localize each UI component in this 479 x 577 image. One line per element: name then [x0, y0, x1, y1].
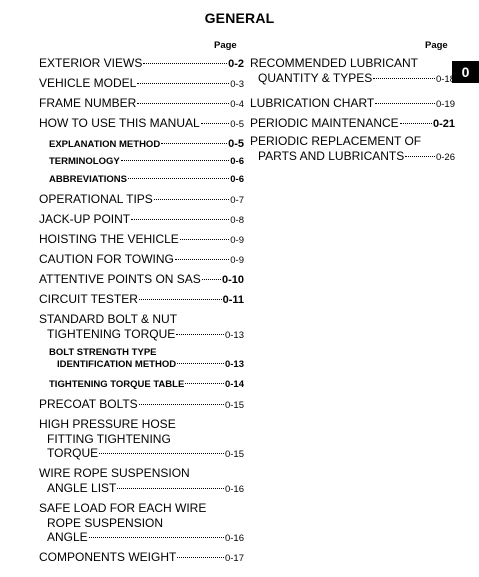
- toc-entry[interactable]: [250, 134, 455, 165]
- toc-page-number: 0-15: [224, 400, 244, 411]
- toc-page-number: 0-7: [230, 195, 244, 206]
- toc-entry-label: JACK-UP POINT: [39, 212, 131, 226]
- dot-leader: [99, 453, 224, 454]
- toc-entry[interactable]: [39, 232, 244, 249]
- toc-entry-label: STANDARD BOLT & NUT: [39, 312, 178, 326]
- toc-entry[interactable]: [49, 138, 244, 151]
- toc-entry[interactable]: [39, 397, 244, 414]
- toc-page-number: 0-2: [228, 58, 244, 70]
- toc-entry-label: TORQUE: [47, 446, 99, 460]
- section-tab: 0: [452, 61, 479, 83]
- toc-entry-label: OPERATIONAL TIPS: [39, 192, 153, 206]
- toc-entry[interactable]: [39, 417, 244, 463]
- toc-page-number: 0-19: [435, 99, 455, 110]
- toc-entry-label: PERIODIC MAINTENANCE: [250, 116, 399, 130]
- toc-page-number: 0-11: [222, 294, 244, 306]
- toc-entry[interactable]: [39, 116, 244, 133]
- toc-entry-label: COMPONENTS WEIGHT: [39, 550, 177, 564]
- toc-entry-label: LUBRICATION CHART: [250, 96, 375, 110]
- toc-page-number: 0-18: [435, 73, 455, 85]
- toc-page-number: 0-5: [228, 138, 244, 150]
- dot-leader: [131, 219, 229, 220]
- toc-entry-label: CAUTION FOR TOWING: [39, 252, 174, 266]
- toc-entry[interactable]: [39, 252, 244, 269]
- toc-entry[interactable]: [39, 550, 244, 567]
- dot-leader: [177, 557, 224, 558]
- toc-entry-label: BOLT STRENGTH TYPE: [49, 347, 157, 358]
- toc-entry-label: TERMINOLOGY: [49, 156, 120, 167]
- toc-entry[interactable]: [49, 156, 244, 168]
- dot-leader: [117, 488, 224, 489]
- toc-page-number: 0-9: [230, 255, 244, 266]
- toc-page-number: 0-26: [435, 151, 455, 163]
- toc-page-number: 0-8: [230, 215, 244, 226]
- toc-entry[interactable]: [39, 466, 244, 497]
- toc-page-number: 0-3: [230, 79, 244, 90]
- dot-leader: [121, 160, 230, 161]
- toc-entry-label: TIGHTENING TORQUE TABLE: [49, 379, 185, 390]
- toc-entry-label: HIGH PRESSURE HOSE: [39, 417, 176, 431]
- dot-leader: [185, 383, 224, 384]
- toc-entry[interactable]: [39, 192, 244, 209]
- toc-page-number: 0-13: [224, 329, 244, 341]
- dot-leader: [128, 178, 229, 179]
- dot-leader: [202, 279, 221, 280]
- toc-entry[interactable]: [39, 76, 244, 93]
- dot-leader: [161, 143, 227, 144]
- dot-leader: [175, 259, 229, 260]
- dot-leader: [375, 103, 435, 104]
- dot-leader: [177, 363, 224, 364]
- toc-page-number: 0-13: [224, 359, 244, 370]
- toc-entry[interactable]: [49, 379, 244, 391]
- toc-entry-label: RECOMMENDED LUBRICANT: [250, 56, 419, 70]
- toc-entry[interactable]: [39, 56, 244, 72]
- toc-entry-label: PERIODIC REPLACEMENT OF: [250, 134, 422, 148]
- toc-entry-label: FITTING TIGHTENING: [47, 431, 171, 446]
- toc-entry[interactable]: [39, 96, 244, 113]
- toc-entry-label: TIGHTENING TORQUE: [47, 326, 176, 341]
- page-column-header-right: Page: [425, 40, 448, 51]
- dot-leader: [400, 123, 432, 124]
- toc-entry-label: HOW TO USE THIS MANUAL: [39, 116, 200, 130]
- dot-leader: [139, 299, 222, 300]
- toc-entry-label: SAFE LOAD FOR EACH WIRE: [39, 501, 207, 515]
- toc-entry[interactable]: [49, 174, 244, 186]
- dot-leader: [143, 63, 227, 64]
- toc-entry[interactable]: [250, 116, 455, 132]
- dot-leader: [176, 334, 224, 335]
- toc-entry[interactable]: [39, 501, 244, 547]
- toc-entry[interactable]: [250, 96, 455, 113]
- dot-leader: [139, 404, 224, 405]
- page-title: GENERAL: [204, 10, 275, 26]
- toc-entry[interactable]: [39, 292, 244, 308]
- toc-page-number: 0-21: [432, 118, 455, 130]
- toc-page-number: 0-17: [224, 553, 244, 564]
- toc-entry-label: ROPE SUSPENSION: [47, 515, 164, 530]
- dot-leader: [373, 78, 435, 79]
- toc-page-number: 0-5: [230, 119, 244, 130]
- toc-entry-label: HOISTING THE VEHICLE: [39, 232, 179, 246]
- toc-entry[interactable]: [39, 272, 244, 288]
- toc-entry[interactable]: [39, 312, 244, 343]
- toc-entry-label: ATTENTIVE POINTS ON SAS: [39, 272, 201, 286]
- toc-entry[interactable]: [49, 347, 244, 371]
- toc-page-number: 0-15: [224, 449, 244, 460]
- toc-page-number: 0-16: [224, 483, 244, 495]
- toc-entry-label: EXPLANATION METHOD: [49, 139, 161, 150]
- dot-leader: [89, 537, 224, 538]
- toc-entry-label: WIRE ROPE SUSPENSION: [39, 466, 190, 480]
- toc-entry[interactable]: [250, 56, 455, 87]
- toc-page-number: 0-16: [224, 533, 244, 544]
- dot-leader: [154, 199, 229, 200]
- toc-entry-label: EXTERIOR VIEWS: [39, 56, 143, 70]
- page-column-header-left: Page: [214, 40, 237, 51]
- toc-entry-label: ANGLE LIST: [47, 480, 117, 495]
- toc-entry-label: IDENTIFICATION METHOD: [57, 359, 177, 370]
- toc-entry-label: ANGLE: [47, 530, 88, 544]
- toc-page-number: 0-4: [230, 99, 244, 110]
- toc-entry-label: CIRCUIT TESTER: [39, 292, 138, 306]
- toc-page-number: 0-6: [230, 174, 244, 185]
- dot-leader: [137, 83, 229, 84]
- dot-leader: [405, 156, 435, 157]
- dot-leader: [137, 103, 229, 104]
- toc-entry-label: QUANTITY & TYPES: [258, 70, 373, 85]
- toc-page-number: 0-6: [230, 156, 244, 167]
- toc-entry[interactable]: [39, 212, 244, 229]
- toc-page-number: 0-14: [224, 379, 244, 390]
- dot-leader: [201, 123, 230, 124]
- toc-entry-label: ABBREVIATIONS: [49, 174, 127, 185]
- toc-page-number: 0-10: [221, 274, 244, 286]
- toc-entry-label: FRAME NUMBER: [39, 96, 137, 110]
- toc-page-number: 0-9: [230, 235, 244, 246]
- toc-entry-label: VEHICLE MODEL: [39, 76, 137, 90]
- toc-entry-label: PARTS AND LUBRICANTS: [258, 148, 405, 163]
- toc-entry-label: PRECOAT BOLTS: [39, 397, 138, 411]
- dot-leader: [180, 239, 229, 240]
